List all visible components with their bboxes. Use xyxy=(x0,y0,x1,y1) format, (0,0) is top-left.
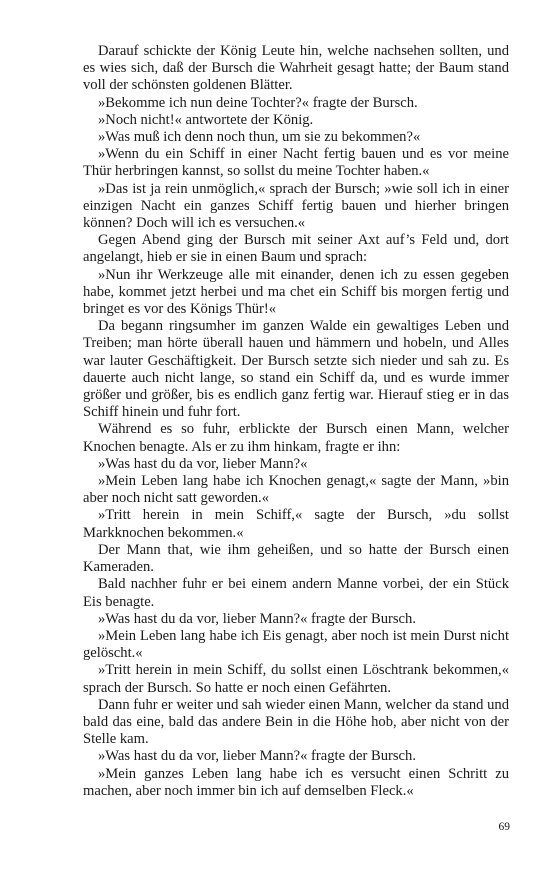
paragraph: Bald nachher fuhr er bei einem andern Manne vorbei, der ein Stück Eis benagte. xyxy=(83,576,509,610)
paragraph: Da begann ringsumher im ganzen Walde ein gewaltiges Leben und Treiben; man hörte überall hauen und hämmern und hobeln, und Alles war lauter Geschäftigkeit. Der Bursch setzte sich nieder und sah zu. Es dauerte auch nicht lange, so stand ein Schiff da, und es wurde immer größer und größer, bis es endlich ganz fertig war. Hierauf stieg er in das Schiff hinein und fuhr fort. xyxy=(83,318,509,421)
paragraph: »Was hast du da vor, lieber Mann?« fragte der Bursch. xyxy=(98,610,416,627)
paragraph: »Bekomme ich nun deine Tochter?« fragte der Bursch. xyxy=(98,94,418,111)
paragraph: »Was hast du da vor, lieber Mann?« fragte der Bursch. xyxy=(98,748,416,765)
page-number: 69 xyxy=(498,821,510,833)
paragraph: »Tritt herein in mein Schiff,« sagte der Bursch, »du sollst Markknochen bekommen.« xyxy=(83,507,509,541)
paragraph: »Das ist ja rein unmöglich,« sprach der Bursch; »wie soll ich in einer einzigen Nacht ein ganzes Schiff fertig bauen und hierher bringen können? Doch will ich es versuchen.« xyxy=(83,180,509,232)
paragraph: »Tritt herein in mein Schiff, du sollst einen Löschtrank bekommen,« sprach der Bursch. So hatte er noch einen Gefährten. xyxy=(83,662,509,696)
paragraph: »Mein Leben lang habe ich Eis genagt, aber noch ist mein Durst nicht gelöscht.« xyxy=(83,627,509,662)
paragraph: »Was muß ich denn noch thun, um sie zu bekommen?« xyxy=(98,129,421,146)
paragraph: »Wenn du ein Schiff in einer Nacht fertig bauen und es vor meine Thür herbringen kannst, so sollst du meine Tochter haben.« xyxy=(83,146,509,180)
paragraph: »Noch nicht!« antwortete der König. xyxy=(98,111,314,128)
paragraph: »Was hast du da vor, lieber Mann?« xyxy=(98,455,308,472)
paragraph: »Mein ganzes Leben lang habe ich es versucht einen Schritt zu machen, aber noch immer bin ich auf demselben Fleck.« xyxy=(83,765,509,799)
paragraph: Der Mann that, wie ihm geheißen, und so hatte der Bursch einen Kameraden. xyxy=(83,541,509,576)
paragraph: Gegen Abend ging der Bursch mit seiner Axt auf’s Feld und, dort angelangt, hieb er sie in einen Baum und sprach: xyxy=(83,232,509,266)
paragraph: Darauf schickte der König Leute hin, welche nachsehen sollten, und es wies sich, daß der Bursch die Wahrheit gesagt hatte; der Baum stand voll der schönsten goldenen Blätter. xyxy=(83,43,509,94)
paragraph: »Mein Leben lang habe ich Knochen genagt,« sagte der Mann, »bin aber noch nicht satt geworden.« xyxy=(83,473,509,507)
page-body xyxy=(83,43,509,800)
paragraph: Während es so fuhr, erblickte der Bursch einen Mann, welcher Knochen benagte. Als er zu ihm hinkam, fragte er ihn: xyxy=(83,421,509,455)
paragraph: »Nun ihr Werkzeuge alle mit einander, denen ich zu essen gegeben habe, kommet jetzt herbei und ma chet ein Schiff bis morgen fertig und bringet es vor des Königs Thür!« xyxy=(83,266,509,318)
paragraph: Dann fuhr er weiter und sah wieder einen Mann, welcher da stand und bald das eine, bald das andere Bein in die Höhe hob, aber nicht von der Stelle kam. xyxy=(83,696,509,748)
